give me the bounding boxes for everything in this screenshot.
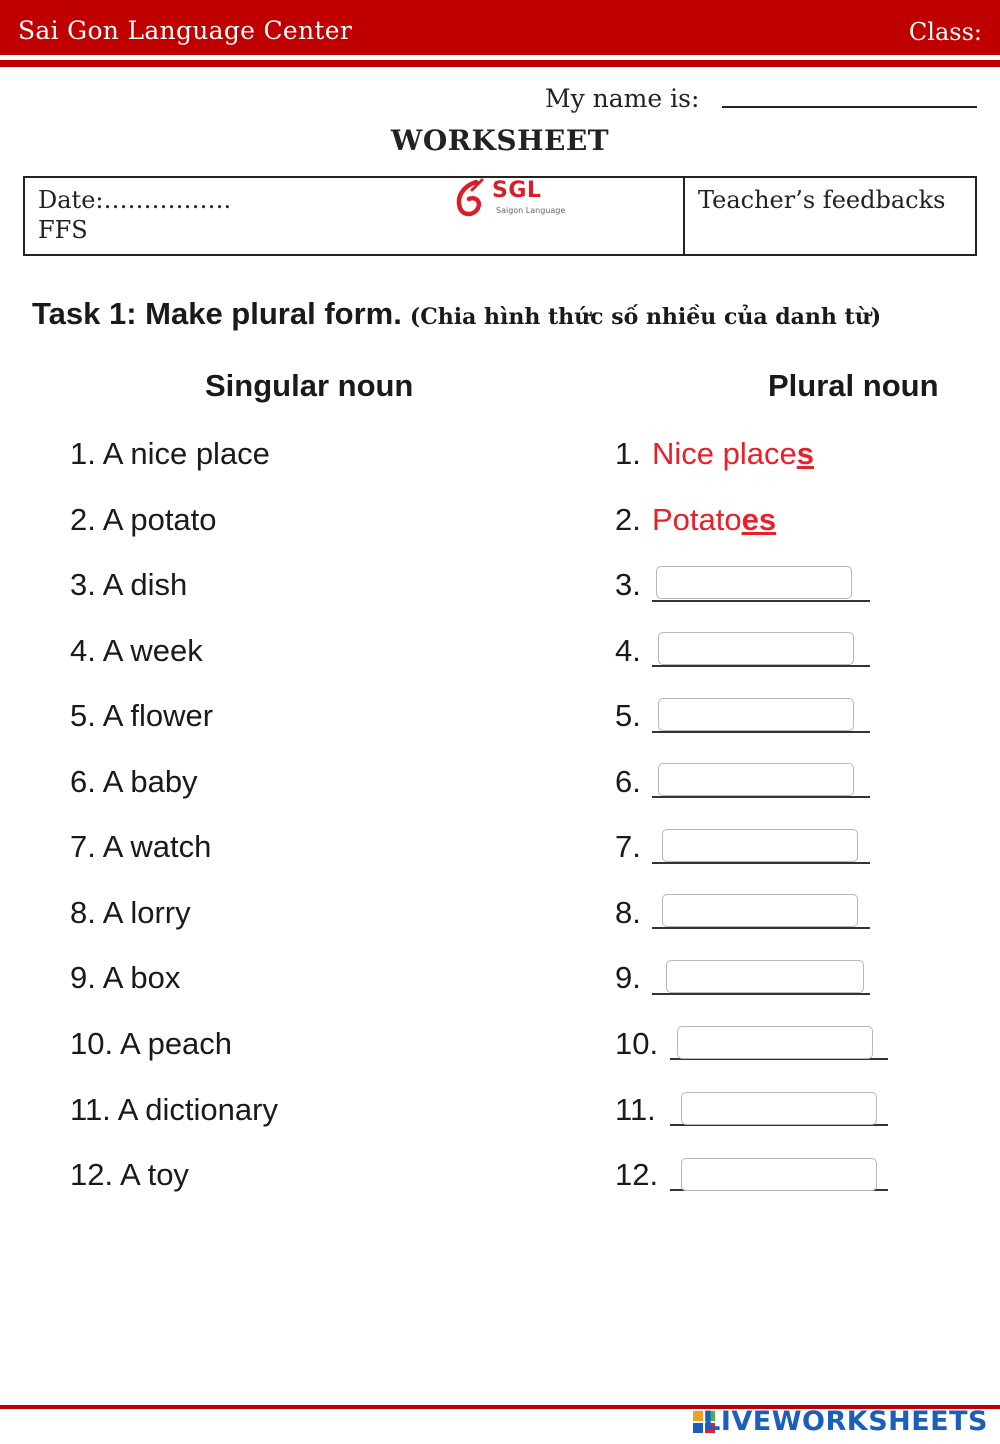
header-bar <box>0 0 1000 55</box>
sgl-swirl-icon <box>454 178 488 218</box>
plural-noun-header: Plural noun <box>768 368 939 403</box>
answer-blank-line <box>652 927 870 929</box>
singular-item: 1. A nice place <box>70 436 270 471</box>
singular-noun-header: Singular noun <box>205 368 414 403</box>
name-blank-line <box>722 106 977 108</box>
plural-number: 12. <box>615 1157 659 1192</box>
sgl-logo-subtext: Saigon Language <box>496 206 566 215</box>
header-divider <box>0 60 1000 67</box>
sgl-logo-text: SGL <box>492 178 542 203</box>
plural-number: 1. <box>615 436 641 471</box>
teacher-feedback-label: Teacher’s feedbacks <box>698 186 946 214</box>
plural-number: 7. <box>615 829 641 864</box>
class-label: Class: <box>908 18 982 46</box>
answer-blank-line <box>652 600 870 602</box>
plural-number: 8. <box>615 895 641 930</box>
plural-number: 2. <box>615 502 641 537</box>
answer-input-10[interactable] <box>677 1026 873 1059</box>
plural-number: 11. <box>615 1092 656 1127</box>
task-title: Task 1: Make plural form. <box>32 296 402 331</box>
singular-item: 5. A flower <box>70 698 214 733</box>
example-answer-base: Potato <box>652 502 742 537</box>
name-label: My name is: <box>545 84 700 113</box>
answer-blank-line <box>652 993 870 995</box>
singular-item: 7. A watch <box>70 829 212 864</box>
answer-blank-line <box>652 731 870 733</box>
plural-number: 6. <box>615 764 641 799</box>
example-answer-1 <box>652 436 814 472</box>
plural-number: 4. <box>615 633 641 668</box>
singular-item: 6. A baby <box>70 764 198 799</box>
singular-item: 11. A dictionary <box>70 1092 278 1127</box>
singular-item: 8. A lorry <box>70 895 191 930</box>
answer-input-9[interactable] <box>666 960 864 993</box>
example-answer-2 <box>652 502 776 538</box>
example-answer-suffix: es <box>741 502 777 537</box>
answer-blank-line <box>652 665 870 667</box>
plural-number: 10. <box>615 1026 659 1061</box>
example-answer-base: Nice place <box>652 436 797 471</box>
table-divider <box>683 178 685 254</box>
singular-item: 2. A potato <box>70 502 217 537</box>
answer-blank-line <box>652 862 870 864</box>
answer-input-7[interactable] <box>662 829 858 862</box>
task-heading <box>32 296 881 332</box>
singular-item: 4. A week <box>70 633 203 668</box>
singular-item: 3. A dish <box>70 567 188 602</box>
plural-number: 5. <box>615 698 641 733</box>
answer-input-12[interactable] <box>681 1158 877 1191</box>
worksheet-title: WORKSHEET <box>390 124 610 157</box>
task-title-vi: (Chia hình thức số nhiều của danh từ) <box>409 304 882 330</box>
plural-number: 9. <box>615 960 641 995</box>
answer-input-8[interactable] <box>662 894 858 927</box>
ffs-label: FFS <box>38 216 88 244</box>
singular-item: 9. A box <box>70 960 181 995</box>
liveworksheets-brand: LIVEWORKSHEETS <box>703 1406 988 1437</box>
answer-input-11[interactable] <box>681 1092 877 1125</box>
center-name: Sai Gon Language Center <box>18 16 353 45</box>
plural-number: 3. <box>615 567 641 602</box>
sgl-logo <box>454 178 564 220</box>
date-field: Date:……………. <box>38 186 232 214</box>
singular-item: 12. A toy <box>70 1157 189 1192</box>
answer-blank-line <box>652 796 870 798</box>
answer-input-5[interactable] <box>658 698 854 731</box>
example-answer-suffix: s <box>796 436 814 471</box>
answer-input-3[interactable] <box>656 566 852 599</box>
answer-input-4[interactable] <box>658 632 854 665</box>
answer-input-6[interactable] <box>658 763 854 796</box>
singular-item: 10. A peach <box>70 1026 233 1061</box>
